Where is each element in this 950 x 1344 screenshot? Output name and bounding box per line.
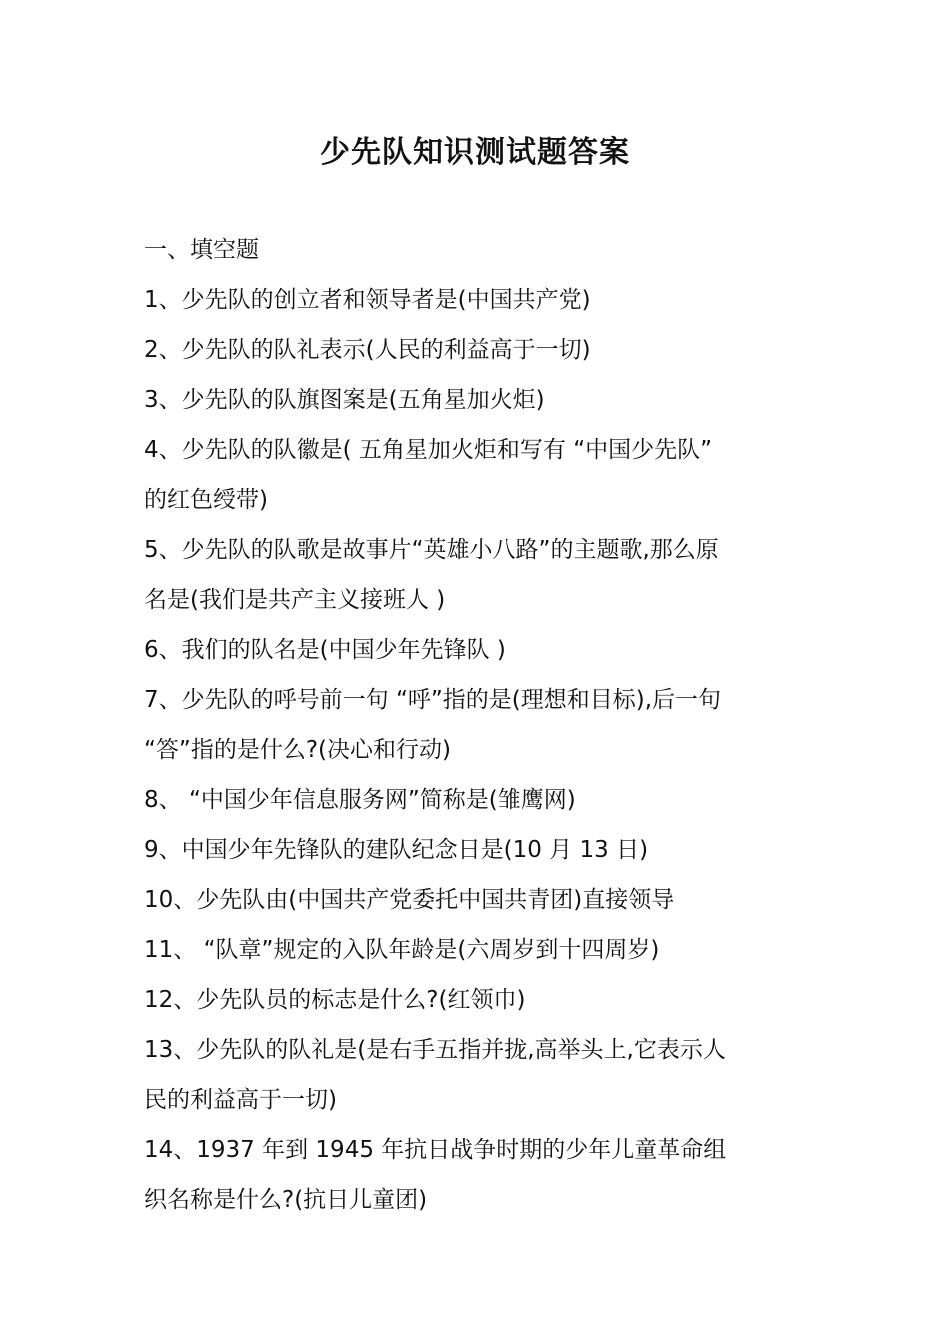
answer-line-9: 9、中国少年先锋队的建队纪念日是(10 月 13 日)	[144, 837, 649, 863]
answer-line-4: 4、少先队的队徽是( 五角星加火炬和写有 “中国少先队”	[144, 437, 713, 463]
section-heading: 一、填空题	[144, 237, 259, 263]
document-title: 少先队知识测试题答案	[320, 135, 630, 170]
answer-line-8: 8、 “中国少年信息服务网”简称是(雏鹰网)	[144, 787, 576, 813]
answer-line-1: 1、少先队的创立者和领导者是(中国共产党)	[144, 287, 591, 313]
answer-line-7: 7、少先队的呼号前一句 “呼”指的是(理想和目标),后一句	[144, 687, 722, 713]
document-body	[144, 225, 812, 1225]
answer-line-14-continued: 织名称是什么?(抗日儿童团)	[144, 1187, 428, 1213]
answer-line-6: 6、我们的队名是(中国少年先锋队 )	[144, 637, 506, 663]
answer-line-4-continued: 的红色绶带)	[144, 487, 268, 513]
answer-line-7-continued: “答”指的是什么?(决心和行动)	[144, 737, 451, 763]
answer-line-3: 3、少先队的队旗图案是(五角星加火炬)	[144, 387, 545, 413]
answer-line-11: 11、 “队章”规定的入队年龄是(六周岁到十四周岁)	[144, 937, 660, 963]
answer-line-13-continued: 民的利益高于一切)	[144, 1087, 337, 1113]
answer-line-12: 12、少先队员的标志是什么?(红领巾)	[144, 987, 526, 1013]
answer-line-5-continued: 名是(我们是共产主义接班人 )	[144, 587, 446, 613]
answer-line-13: 13、少先队的队礼是(是右手五指并拢,高举头上,它表示人	[144, 1037, 726, 1063]
answer-line-5: 5、少先队的队歌是故事片“英雄小八路”的主题歌,那么原	[144, 537, 719, 563]
answer-line-2: 2、少先队的队礼表示(人民的利益高于一切)	[144, 337, 591, 363]
answer-line-14: 14、1937 年到 1945 年抗日战争时期的少年儿童革命组	[144, 1137, 727, 1163]
answer-line-10: 10、少先队由(中国共产党委托中国共青团)直接领导	[144, 887, 675, 913]
